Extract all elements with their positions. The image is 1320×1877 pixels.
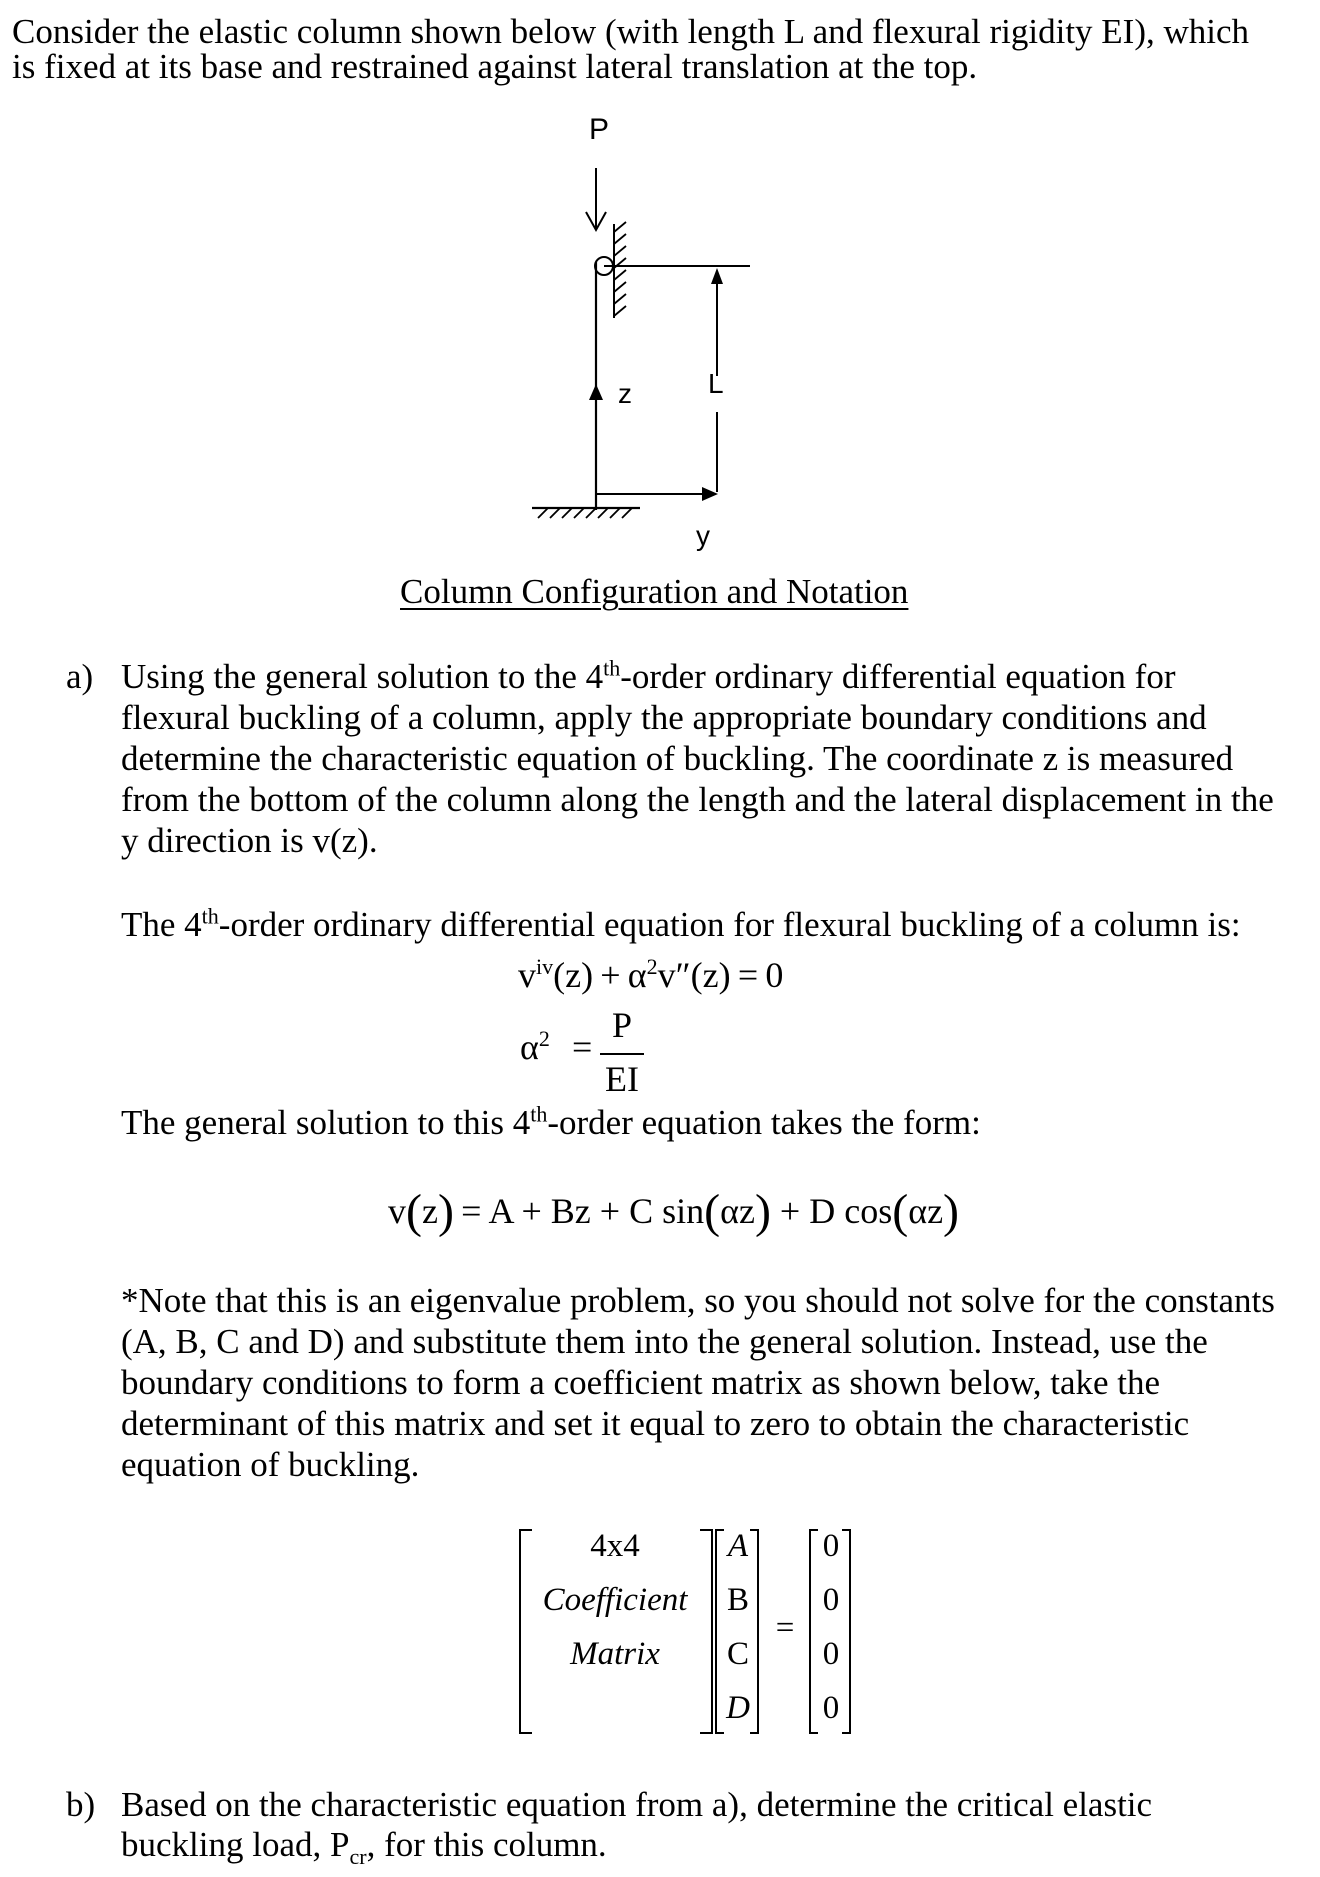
note-line-3: boundary conditions to form a coefficient matrix as shown below, take the bbox=[121, 1363, 1161, 1402]
intro-line-1: Consider the elastic column shown below (with length L and flexural rigidity EI), which bbox=[12, 12, 1250, 51]
general-solution-intro: The general solution to this 4th-order equation takes the form: bbox=[121, 1101, 981, 1142]
part-b-line-2: buckling load, $P_{cr}$, for this column. bbox=[121, 1825, 607, 1869]
part-a-line-3: determine the characteristic equation of buckling. The coordinate z is measured bbox=[121, 739, 1234, 778]
load-label: P bbox=[589, 113, 610, 146]
alpha-equals: = bbox=[572, 1027, 593, 1067]
note-line-2: (A, B, C and D) and substitute them into the general solution. Instead, use the bbox=[121, 1322, 1208, 1361]
note-line-1: *Note that this is an eigenvalue problem, so you should not solve for the constants bbox=[121, 1281, 1275, 1320]
vector-entry-a: A bbox=[727, 1528, 749, 1564]
rhs-entry-1: 0 bbox=[822, 1528, 840, 1564]
note-line-5: equation of buckling. bbox=[121, 1445, 420, 1484]
matrix-label-matrix: Matrix bbox=[570, 1636, 660, 1672]
matrix-equals: = bbox=[775, 1610, 795, 1646]
y-axis-arrow-head bbox=[702, 487, 718, 501]
column-diagram bbox=[520, 160, 760, 520]
ode-equation: $v^{iv}(z) + \alpha^2v''(z) = 0$ bbox=[518, 954, 784, 995]
part-b-line-1: Based on the characteristic equation from a), determine the critical elastic bbox=[121, 1785, 1153, 1824]
part-a-marker: a) bbox=[66, 657, 94, 696]
vector-entry-b: B bbox=[726, 1582, 749, 1618]
z-label: z bbox=[618, 378, 632, 409]
note-line-4: determinant of this matrix and set it equal to zero to obtain the characteristic bbox=[121, 1404, 1190, 1443]
base-hatch bbox=[538, 508, 632, 518]
alpha-denominator: EI bbox=[605, 1059, 639, 1099]
part-a-line-2: flexural buckling of a column, apply the appropriate boundary conditions and bbox=[121, 698, 1207, 737]
length-label: L bbox=[708, 368, 724, 399]
top-wall-hatch bbox=[614, 222, 626, 316]
length-dim-arrow-up bbox=[711, 268, 723, 284]
part-b-marker: b) bbox=[66, 1785, 96, 1824]
general-solution-equation: v(z) = A + Bz + C sin(αz) + D cos(αz) bbox=[388, 1185, 960, 1238]
matrix-label-4x4: 4x4 bbox=[590, 1528, 640, 1564]
rhs-entry-4: 0 bbox=[822, 1690, 840, 1726]
alpha-symbol: $\alpha^2$ bbox=[520, 1026, 550, 1067]
part-a-line-4: from the bottom of the column along the length and the lateral displacement in the bbox=[121, 780, 1274, 819]
figure-caption: Column Configuration and Notation bbox=[400, 572, 909, 611]
part-a-line-1: Using the general solution to the 4th-order ordinary differential equation for bbox=[121, 655, 1176, 696]
matrix-label-coefficient: Coefficient bbox=[542, 1582, 688, 1618]
intro-line-2: is fixed at its base and restrained against lateral translation at the top. bbox=[12, 47, 978, 86]
vector-entry-c: C bbox=[726, 1636, 749, 1672]
part-a-line-5: y direction is v(z). bbox=[121, 821, 378, 860]
alpha-numerator: P bbox=[611, 1005, 633, 1045]
rhs-entry-3: 0 bbox=[822, 1636, 840, 1672]
ode-intro: The 4th-order ordinary differential equation for flexural buckling of a column is: bbox=[121, 903, 1241, 944]
vector-entry-d: D bbox=[726, 1690, 750, 1726]
rhs-entry-2: 0 bbox=[822, 1582, 840, 1618]
y-label: y bbox=[696, 520, 710, 551]
fraction-bar bbox=[600, 1053, 644, 1055]
z-axis-arrow-head bbox=[589, 384, 603, 400]
